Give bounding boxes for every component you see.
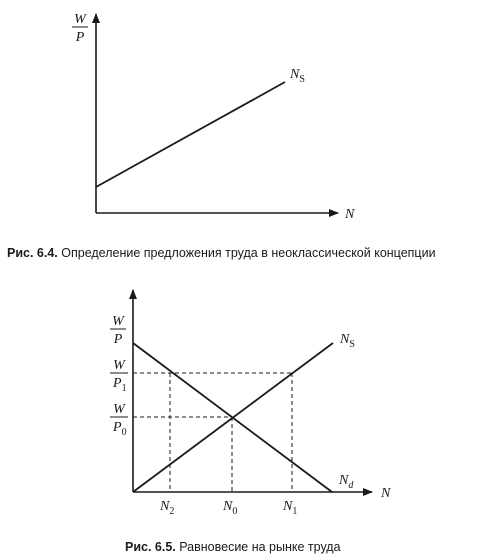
fig2-ytick0-den	[112, 420, 127, 438]
fig2-xtick-n2	[159, 499, 174, 517]
fig2-ytick1-num: W	[113, 358, 125, 373]
fig1-caption	[7, 246, 436, 260]
fig2-xtick-n1	[282, 499, 297, 517]
fig1-x-label: N	[345, 207, 355, 222]
fig2-caption	[125, 540, 341, 554]
fig1-caption-number: Рис. 6.4.	[7, 246, 58, 260]
fig2-xtick-n0-sub: 0	[232, 506, 238, 517]
fig1-y-label-num: W	[74, 12, 86, 27]
fig2-supply-label-sub: S	[349, 339, 355, 350]
fig2-xtick-n1-sub: 1	[292, 506, 298, 517]
fig2-ytick0-den-sub: 0	[121, 427, 127, 438]
figure-6-4	[72, 12, 355, 222]
fig2-demand-label-base: N	[339, 473, 349, 488]
figure-6-5	[110, 290, 391, 517]
fig2-ytick0-num: W	[113, 402, 125, 417]
fig2-xtick-n0-base: N	[223, 499, 233, 514]
fig2-ytick1-den-sub: 1	[121, 383, 127, 394]
fig2-xtick-n0	[222, 499, 237, 517]
fig2-supply-label-base: N	[340, 332, 350, 347]
fig2-xtick-n2-base: N	[160, 499, 170, 514]
fig1-curve-label-base: N	[290, 67, 300, 82]
fig1-curve-label	[289, 67, 305, 85]
fig2-xtick-n1-base: N	[283, 499, 293, 514]
fig2-caption-text: Равновесие на рынке труда	[175, 540, 341, 554]
fig2-ytick0-den-base: P	[113, 420, 122, 435]
fig1-caption-text: Определение предложения труда в неоклассической концепции	[57, 246, 436, 260]
fig2-x-label: N	[381, 486, 391, 501]
fig1-y-label-den: P	[75, 30, 85, 45]
fig1-supply-line	[96, 82, 285, 187]
fig2-xtick-n2-sub: 2	[169, 506, 175, 517]
fig2-demand-label-sub: d	[348, 480, 354, 491]
fig2-y-label-num: W	[112, 314, 124, 329]
fig2-ytick1-den	[112, 376, 127, 394]
fig2-demand-label	[338, 473, 354, 491]
fig2-y-label-den: P	[113, 332, 123, 347]
fig1-curve-label-sub: S	[299, 74, 305, 85]
fig2-caption-number: Рис. 6.5.	[125, 540, 176, 554]
fig2-supply-label	[339, 332, 355, 350]
fig2-ytick1-den-base: P	[113, 376, 122, 391]
